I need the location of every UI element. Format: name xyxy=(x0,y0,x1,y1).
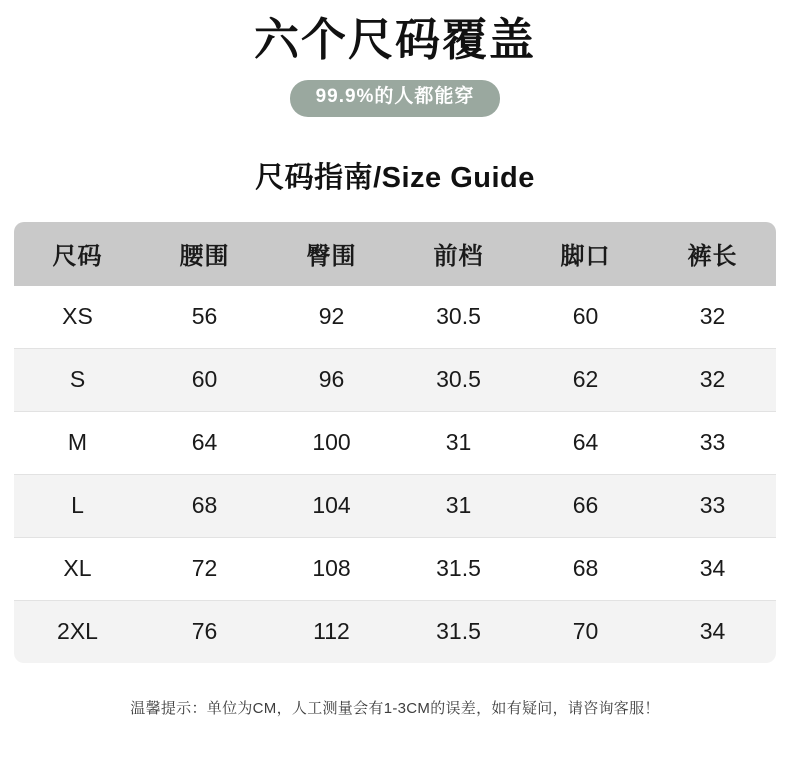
size-table xyxy=(14,222,776,663)
cell-leg-opening: 68 xyxy=(522,537,649,600)
cell-rise: 30.5 xyxy=(395,286,522,349)
cell-rise: 31 xyxy=(395,474,522,537)
cell-hip: 104 xyxy=(268,474,395,537)
cell-waist: 60 xyxy=(141,348,268,411)
cell-waist: 68 xyxy=(141,474,268,537)
cell-hip: 96 xyxy=(268,348,395,411)
cell-leg-opening: 62 xyxy=(522,348,649,411)
table-header xyxy=(14,222,776,286)
cell-size: S xyxy=(14,348,141,411)
cell-hip: 100 xyxy=(268,411,395,474)
cell-size: L xyxy=(14,474,141,537)
column-header-hip: 臀围 xyxy=(268,222,395,286)
cell-length: 32 xyxy=(649,348,776,411)
coverage-badge: 99.9%的人都能穿 xyxy=(290,80,501,117)
cell-waist: 64 xyxy=(141,411,268,474)
column-header-length: 裤长 xyxy=(649,222,776,286)
cell-size: 2XL xyxy=(14,600,141,663)
cell-size: XL xyxy=(14,537,141,600)
page-title: 六个尺码覆盖 xyxy=(253,14,536,65)
table-row xyxy=(14,474,776,537)
measurement-note: 温馨提示：单位为CM，人工测量会有1-3CM的误差，如有疑问，请咨询客服！ xyxy=(130,699,660,717)
cell-length: 34 xyxy=(649,537,776,600)
cell-leg-opening: 60 xyxy=(522,286,649,349)
cell-rise: 31.5 xyxy=(395,600,522,663)
cell-length: 34 xyxy=(649,600,776,663)
cell-size: XS xyxy=(14,286,141,349)
table-row xyxy=(14,348,776,411)
column-header-size: 尺码 xyxy=(14,222,141,286)
cell-waist: 76 xyxy=(141,600,268,663)
table-header-row xyxy=(14,222,776,286)
cell-length: 33 xyxy=(649,474,776,537)
cell-length: 33 xyxy=(649,411,776,474)
cell-rise: 31 xyxy=(395,411,522,474)
badge-row xyxy=(0,80,790,117)
cell-rise: 31.5 xyxy=(395,537,522,600)
cell-size: M xyxy=(14,411,141,474)
cell-length: 32 xyxy=(649,286,776,349)
table-row xyxy=(14,600,776,663)
column-header-waist: 腰围 xyxy=(141,222,268,286)
cell-rise: 30.5 xyxy=(395,348,522,411)
cell-leg-opening: 70 xyxy=(522,600,649,663)
cell-waist: 56 xyxy=(141,286,268,349)
table-body xyxy=(14,286,776,663)
cell-waist: 72 xyxy=(141,537,268,600)
cell-leg-opening: 66 xyxy=(522,474,649,537)
size-table-container xyxy=(14,222,776,663)
table-row xyxy=(14,537,776,600)
cell-hip: 92 xyxy=(268,286,395,349)
cell-hip: 108 xyxy=(268,537,395,600)
table-row xyxy=(14,411,776,474)
cell-hip: 112 xyxy=(268,600,395,663)
column-header-rise: 前档 xyxy=(395,222,522,286)
cell-leg-opening: 64 xyxy=(522,411,649,474)
table-row xyxy=(14,286,776,349)
column-header-leg-opening: 脚口 xyxy=(522,222,649,286)
section-subtitle: 尺码指南/Size Guide xyxy=(255,161,535,194)
